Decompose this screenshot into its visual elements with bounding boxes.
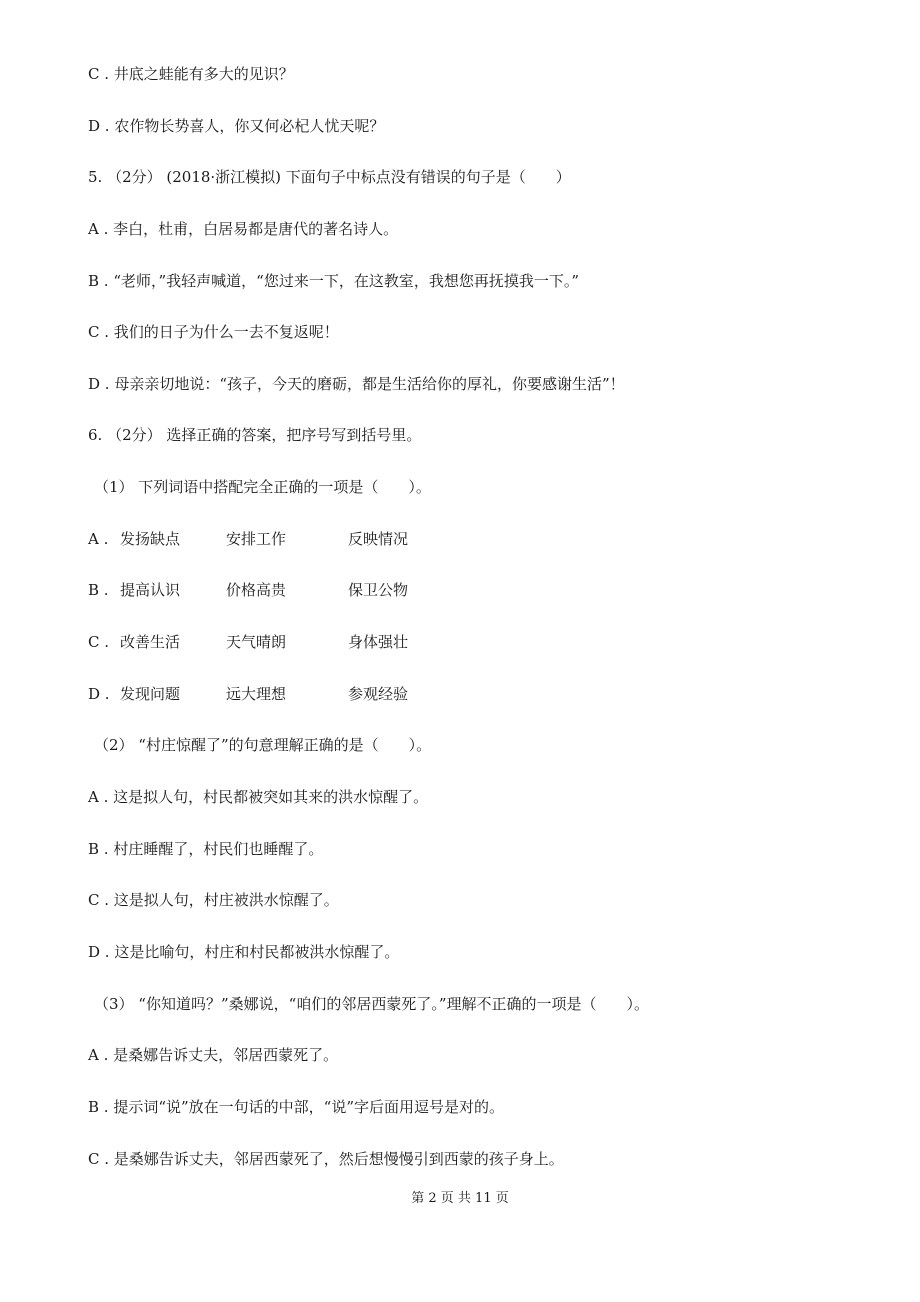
q6-sub2-option-a: A . 这是拟人句，村民都被突如其来的洪水惊醒了。: [88, 788, 429, 806]
q6-sub1-stem: （1） 下列词语中搭配完全正确的一项是（ ）。: [94, 478, 431, 496]
word-2: 价格高贵: [226, 581, 287, 599]
q6-sub3-stem: （3） “你知道吗？”桑娜说，“咱们的邻居西蒙死了。”理解不正确的一项是（ ）。: [94, 995, 649, 1013]
q4-option-c: C . 井底之蛙能有多大的见识？: [88, 65, 294, 83]
q6-sub3-option-a: A . 是桑娜告诉丈夫，邻居西蒙死了。: [88, 1046, 339, 1064]
word-2: 安排工作: [226, 530, 287, 548]
q5-option-c: C . 我们的日子为什么一去不复返呢！: [88, 323, 339, 341]
q6-sub2-option-d: D . 这是比喻句，村庄和村民都被洪水惊醒了。: [88, 943, 400, 961]
q6-sub2-stem: （2） “村庄惊醒了”的句意理解正确的是（ ）。: [94, 736, 432, 754]
word-1: 提高认识: [120, 581, 181, 599]
page-footer: 第 2 页 共 11 页: [411, 1191, 509, 1206]
q6-sub2-option-c: C . 这是拟人句，村庄被洪水惊醒了。: [88, 891, 339, 909]
q5-option-b: B . “老师，”我轻声喊道，“您过来一下，在这教室，我想您再抚摸我一下。”: [88, 272, 580, 290]
option-letter: C .: [88, 633, 110, 651]
word-2: 远大理想: [226, 685, 287, 703]
word-3: 身体强壮: [348, 633, 409, 651]
q6-sub3-option-b: B . 提示词“说”放在一句话的中部，“说”字后面用逗号是对的。: [88, 1098, 505, 1116]
q6-sub2-option-b: B . 村庄睡醒了，村民们也睡醒了。: [88, 840, 324, 858]
q6-sub3-option-c: C . 是桑娜告诉丈夫，邻居西蒙死了，然后想慢慢引到西蒙的孩子身上。: [88, 1150, 564, 1168]
q5-option-a: A . 李白，杜甫，白居易都是唐代的著名诗人。: [88, 220, 399, 238]
word-3: 保卫公物: [348, 581, 409, 599]
word-3: 参观经验: [348, 685, 409, 703]
word-2: 天气晴朗: [226, 633, 287, 651]
word-1: 发扬缺点: [120, 530, 181, 548]
q4-option-d: D . 农作物长势喜人，你又何必杞人忧天呢？: [88, 117, 385, 135]
q5-option-d: D . 母亲亲切地说：“孩子，今天的磨砺，都是生活给你的厚礼，你要感谢生活”！: [88, 375, 625, 393]
option-letter: A .: [88, 530, 109, 548]
word-1: 发现问题: [120, 685, 181, 703]
option-letter: B .: [88, 581, 109, 599]
word-1: 改善生活: [120, 633, 181, 651]
q5-stem: 5. （2分） (2018·浙江模拟) 下面句子中标点没有错误的句子是（ ）: [88, 168, 571, 186]
option-letter: D .: [88, 685, 110, 703]
word-3: 反映情况: [348, 530, 409, 548]
q6-stem: 6. （2分） 选择正确的答案，把序号写到括号里。: [88, 426, 422, 444]
